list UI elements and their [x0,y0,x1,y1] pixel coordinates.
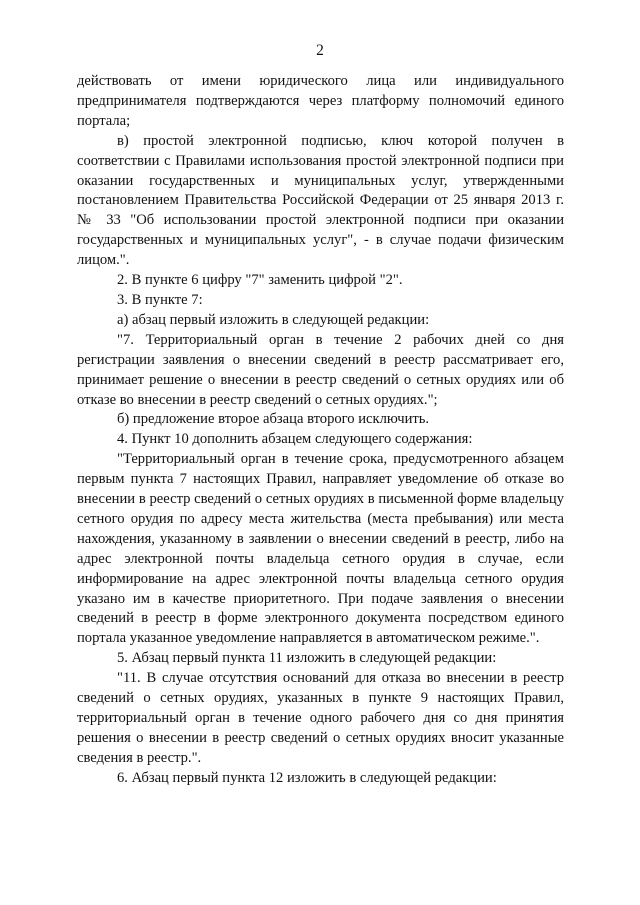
paragraph-subitem-v: в) простой электронной подписью, ключ которой получен в соответствии с Правилами использования простой электронной подписи при оказании государственных и муниципальных услуг, утвержденными постановлением Правительства Российской Федерации от 25 января 2013 г. № 33 "Об использовании простой электронной подписи при оказании государственных и муниципальных услуг", - в случае подачи физическим лицом.". [77,132,564,269]
paragraph-continuation: действовать от имени юридического лица или индивидуального предпринимателя подтверждаются через платформу полномочий единого портала; [77,73,564,129]
paragraph-quote-11: "11. В случае отсутствия оснований для отказа во внесении в реестр сведений о сетных орудиях, указанных в пункте 9 настоящих Правил, территориальный орган в течение одного рабочего дня со дня принятия решения о внесении в реестр сведений о сетных орудиях вносит указанные сведения в реестр.". [77,670,564,766]
page-number: 2 [316,42,324,59]
paragraph-item-6: 6. Абзац первый пункта 12 изложить в следующей редакции: [117,769,497,786]
paragraph-subitem-a: а) абзац первый изложить в следующей редакции: [117,311,430,328]
paragraph-item-4: 4. Пункт 10 дополнить абзацем следующего содержания: [117,431,473,448]
paragraph-item-2: 2. В пункте 6 цифру "7" заменить цифрой "2". [117,272,403,289]
paragraph-quote-10: "Территориальный орган в течение срока, предусмотренного абзацем первым пункта 7 настоящих Правил, направляет уведомление об отказе во внесении в реестр сведений о сетных орудиях в письменной форме владельцу сетного орудия по адресу места жительства (места пребывания) или места нахождения, указанному в заявлении о внесении сведений в реестр, либо на адрес электронной почты владельца сетного орудия в случае, если информирование на адрес электронной почты владельца сетного орудия указано им в качестве приоритетного. При подаче заявления о внесении сведений в реестр в форме электронного документа посредством единого портала указанное уведомление направляется в автоматическом режиме.". [77,451,564,647]
document-body [77,72,564,789]
paragraph-subitem-b: б) предложение второе абзаца второго исключить. [117,411,430,428]
paragraph-quote-7: "7. Территориальный орган в течение 2 рабочих дней со дня регистрации заявления о внесении сведений в реестр рассматривает его, принимает решение о внесении в реестр сведений о сетных орудиях или об отказе во внесении в реестр сведений о сетных орудиях."; [77,331,564,408]
paragraph-item-5: 5. Абзац первый пункта 11 изложить в следующей редакции: [117,650,497,667]
paragraph-item-3: 3. В пункте 7: [117,291,203,308]
